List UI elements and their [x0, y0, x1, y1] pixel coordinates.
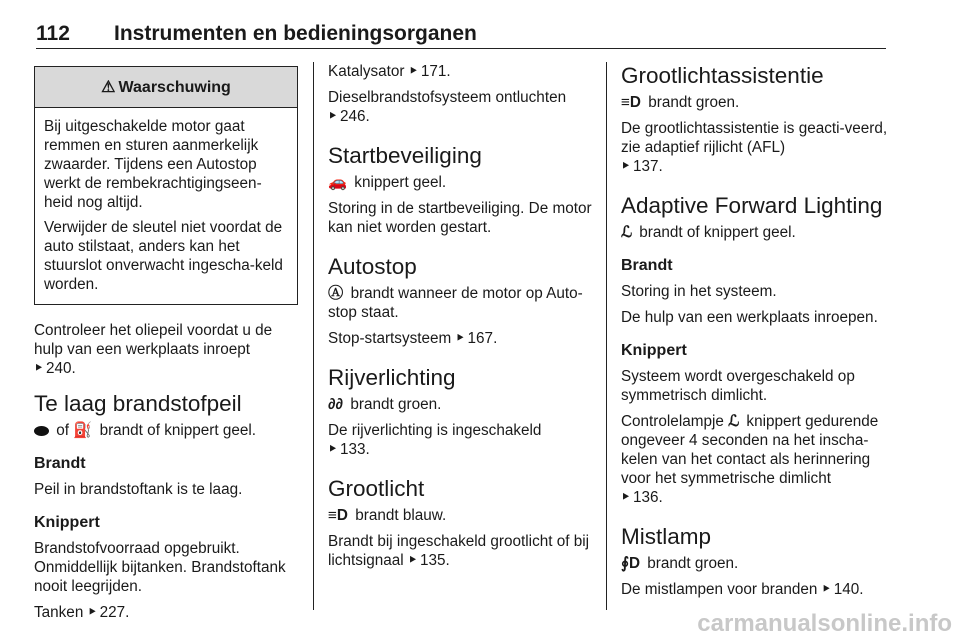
kat-paragraph: Katalysator ‣ 171. — [328, 63, 451, 80]
autostop-paragraph: Stop-startsysteem ‣ 167. — [328, 330, 498, 347]
page-ref-icon: ‣ — [328, 441, 338, 458]
fuel-status: of ⛽ brandt of knippert geel. — [34, 421, 298, 440]
gla-paragraph: De grootlichtassistentie is geacti-veerd, zie adaptief rijlicht (AFL) ‣ 137. — [621, 120, 888, 175]
page-ref[interactable]: 137. — [633, 158, 663, 175]
warning-body — [35, 108, 297, 304]
page-ref-icon: ‣ — [408, 63, 418, 80]
page-ref[interactable]: 240. — [46, 360, 76, 377]
tanken-paragraph: Tanken ‣ 227. — [34, 604, 130, 621]
afl-icon: ℒ — [621, 224, 633, 241]
fuel-pump-icon: ⛽ — [73, 422, 93, 439]
page-number: 112 — [36, 22, 70, 45]
section-heading-startbeveiliging: Startbeveiliging — [328, 143, 482, 168]
high-beam-assist-icon: ≡D — [621, 94, 641, 111]
page-header — [36, 22, 886, 50]
warning-heading: Waarschuwing — [118, 78, 231, 96]
page-ref-icon: ‣ — [455, 330, 465, 347]
page-ref-icon: ‣ — [407, 552, 417, 569]
page-ref-icon: ‣ — [328, 108, 338, 125]
subheading-knippert: Knippert — [34, 514, 100, 531]
page-ref[interactable]: 171. — [420, 63, 451, 80]
page-title: Instrumenten en bedieningsorganen — [114, 22, 477, 45]
fog-lamp-icon: ∮D — [621, 555, 641, 572]
section-heading-grootlichtassistentie: Grootlichtassistentie — [621, 63, 824, 88]
oil-paragraph: Controleer het oliepeil voordat u de hulp van een werkplaats inroept ‣ 240. — [34, 322, 273, 377]
knippert-paragraph: Brandstofvoorraad opgebruikt. Onmiddellijk bijtanken. Brandstoftank nooit leegrijden. — [34, 540, 286, 595]
section-heading-grootlicht: Grootlicht — [328, 476, 425, 501]
autostop-status: Ⓐ brandt wanneer de motor op Auto-stop staat. — [328, 285, 583, 321]
brandt-paragraph: De hulp van een werkplaats inroepen. — [621, 309, 878, 326]
high-beam-icon: ≡D — [328, 507, 348, 524]
page-ref-icon: ‣ — [621, 489, 631, 506]
page-ref-icon: ‣ — [821, 581, 831, 598]
subheading-brandt: Brandt — [34, 455, 86, 472]
rij-status: ∂∂ brandt groen. — [328, 396, 442, 413]
fuel-dot-icon — [34, 426, 49, 436]
page-ref[interactable]: 140. — [833, 581, 864, 598]
warning-triangle-icon: ⚠ — [101, 78, 116, 96]
warning-header — [35, 67, 297, 108]
page-ref[interactable]: 136. — [633, 489, 663, 506]
section-heading-afl: Adaptive Forward Lighting — [621, 193, 883, 218]
page-ref[interactable]: 227. — [99, 604, 130, 621]
knippert-paragraph: Systeem wordt overgeschakeld op symmetrisch dimlicht. — [621, 368, 855, 404]
page-ref[interactable]: 167. — [467, 330, 498, 347]
warning-paragraph: Verwijder de sleutel niet voordat de auto stilstaat, anders kan het stuurslot onverwacht ingescha-keld worden. — [44, 219, 283, 293]
column-middle — [328, 62, 596, 577]
watermark: carmanualsonline.info — [697, 610, 952, 637]
column-right — [621, 62, 889, 606]
gla-status: ≡D brandt groen. — [621, 94, 740, 111]
page-ref-icon: ‣ — [621, 158, 631, 175]
section-heading-fuel: Te laag brandstofpeil — [34, 391, 242, 416]
rij-paragraph: De rijverlichting is ingeschakeld ‣ 133. — [328, 422, 542, 458]
knippert-paragraph: Controlelampje ℒ knippert gedurende ongeveer 4 seconden na het inscha-kelen van het contact als herinnering voor het symmetrische dimlicht ‣ 136. — [621, 413, 879, 506]
page-ref-icon: ‣ — [87, 604, 97, 621]
start-status: 🚗 knippert geel. — [328, 174, 447, 191]
column-divider — [606, 62, 607, 610]
section-heading-rijverlichting: Rijverlichting — [328, 365, 456, 390]
diesel-paragraph: Dieselbrandstofsysteem ontluchten ‣ 246. — [328, 89, 567, 125]
brandt-paragraph: Peil in brandstoftank is te laag. — [34, 481, 243, 498]
warning-paragraph: Bij uitgeschakelde motor gaat remmen en sturen aanmerkelijk zwaarder. Tijdens een Autostop werkt de rembekrachtigingseen-heid nog altijd. — [44, 118, 262, 211]
mist-status: ∮D brandt groen. — [621, 555, 739, 572]
page-ref[interactable]: 135. — [419, 552, 450, 569]
column-divider — [313, 62, 314, 610]
page-ref-icon: ‣ — [34, 360, 44, 377]
page-ref[interactable]: 246. — [340, 108, 370, 125]
brandt-paragraph: Storing in het systeem. — [621, 283, 777, 300]
afl-status: ℒ brandt of knippert geel. — [621, 224, 796, 241]
mist-paragraph: De mistlampen voor branden ‣ 140. — [621, 581, 864, 598]
subheading-knippert: Knippert — [621, 342, 687, 359]
header-rule — [36, 48, 886, 49]
groot-paragraph: Brandt bij ingeschakeld grootlicht of bij lichtsignaal ‣ 135. — [328, 533, 590, 569]
autostop-icon: Ⓐ — [328, 285, 344, 302]
warning-box — [34, 66, 298, 305]
afl-icon: ℒ — [728, 413, 740, 430]
daytime-lights-icon: ∂∂ — [328, 396, 344, 413]
section-heading-mistlamp: Mistlamp — [621, 524, 712, 549]
subheading-brandt: Brandt — [621, 257, 673, 274]
groot-status: ≡D brandt blauw. — [328, 507, 447, 524]
section-heading-autostop: Autostop — [328, 254, 417, 279]
immobiliser-icon: 🚗 — [328, 174, 348, 191]
page-ref[interactable]: 133. — [340, 441, 370, 458]
start-paragraph: Storing in de startbeveiliging. De motor kan niet worden gestart. — [328, 200, 592, 236]
column-left — [34, 62, 298, 629]
